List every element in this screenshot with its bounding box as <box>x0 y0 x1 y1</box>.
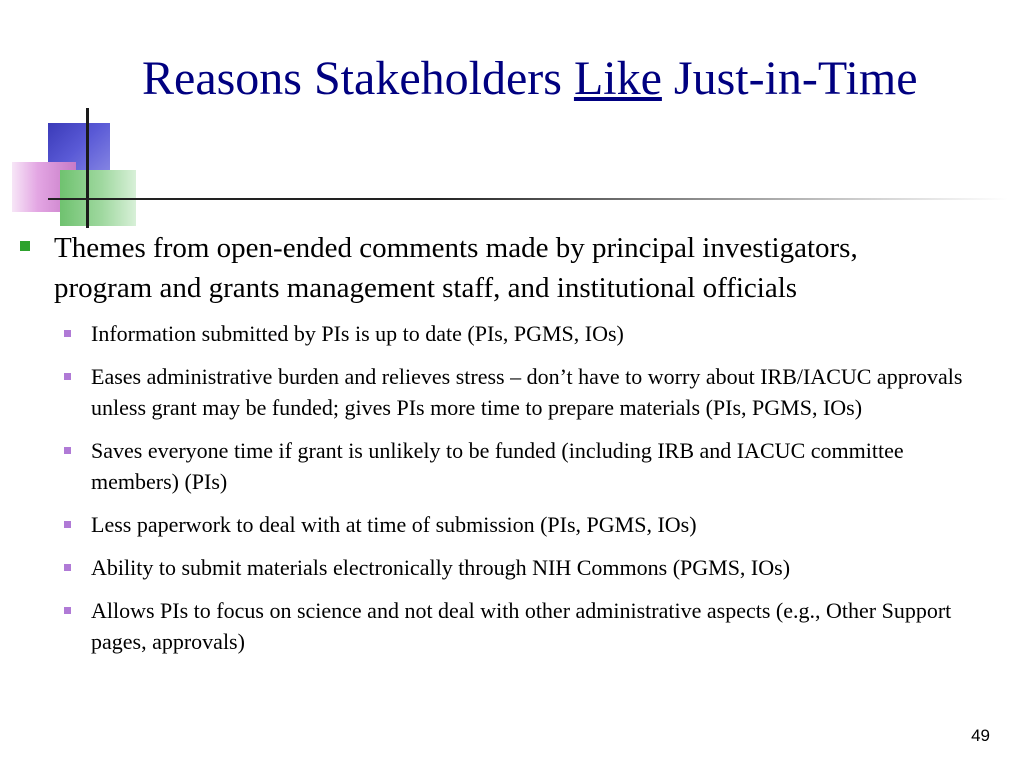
sub-bullet-item <box>62 595 1014 657</box>
sub-bullet-item <box>62 361 1014 423</box>
square-bullet-icon <box>64 607 71 614</box>
square-bullet-icon <box>20 241 30 251</box>
sub-bullet-item <box>62 552 1014 583</box>
title-text-part2: Just-in-Time <box>661 52 918 105</box>
square-bullet-icon <box>64 373 71 380</box>
sub-bullet-text: Less paperwork to deal with at time of submission (PIs, PGMS, IOs) <box>91 512 697 537</box>
square-bullet-icon <box>64 521 71 528</box>
title-text-part1: Reasons Stakeholders <box>142 52 574 105</box>
sub-bullet-item <box>62 435 1014 497</box>
sub-bullet-text: Allows PIs to focus on science and not deal with other administrative aspects (e.g., Other Support pages, approvals) <box>91 598 952 654</box>
sub-bullet-text: Ability to submit materials electronically through NIH Commons (PGMS, IOs) <box>91 555 791 580</box>
sub-bullet-text: Information submitted by PIs is up to date (PIs, PGMS, IOs) <box>91 321 624 346</box>
sub-bullet-item <box>62 509 1014 540</box>
page-number: 49 <box>971 726 990 745</box>
slide-body <box>14 228 1014 669</box>
main-bullet-text: Themes from open-ended comments made by principal investigators, program and grants management staff, and institutional officials <box>54 232 858 304</box>
sub-bullet-item <box>62 318 1014 349</box>
title-emphasis: Like <box>573 52 662 105</box>
title-divider-line <box>48 198 1008 200</box>
sub-bullet-text: Saves everyone time if grant is unlikely to be funded (including IRB and IACUC committee members) (PIs) <box>91 438 904 494</box>
slide-title <box>142 50 1002 107</box>
decorative-vertical-line <box>86 108 89 228</box>
square-bullet-icon <box>64 447 71 454</box>
square-bullet-icon <box>64 330 71 337</box>
square-bullet-icon <box>64 564 71 571</box>
sub-bullet-list <box>14 318 1014 657</box>
sub-bullet-text: Eases administrative burden and relieves stress – don’t have to worry about IRB/IACUC approvals unless grant may be funded; gives PIs more time to prepare materials (PIs, PGMS, IOs) <box>91 364 963 420</box>
main-bullet-item <box>14 228 1014 308</box>
